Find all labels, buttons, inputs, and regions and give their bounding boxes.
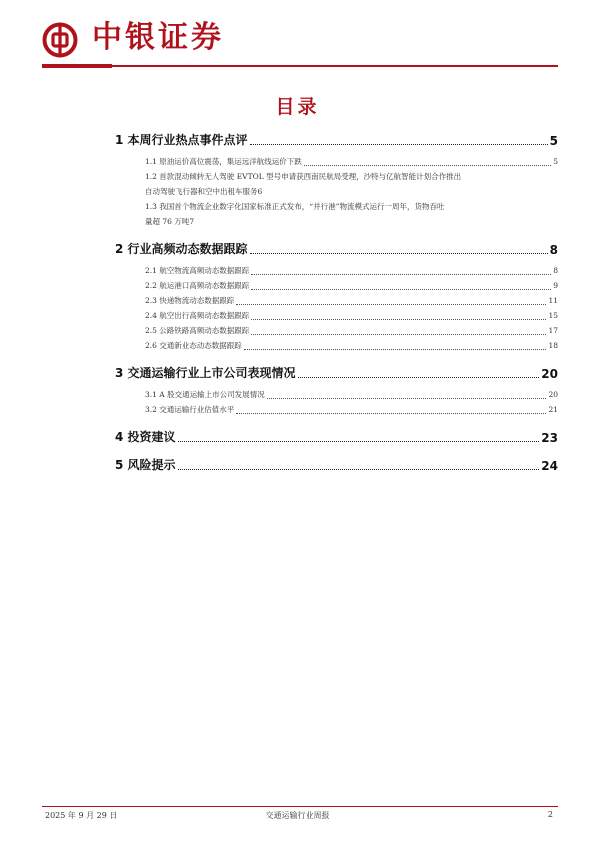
toc-entry-label: 1.3 我国首个物流企业数字化国家标准正式发布，“并行港”物流模式运行一周年，货物吞吐 [145,202,445,211]
toc-entry-label: 2 行业高频动态数据跟踪 [115,242,248,256]
table-of-contents [115,130,558,473]
toc-page-number: 8 [553,266,558,275]
toc-page-number: 15 [548,311,558,320]
toc-entry-label: 2.2 航运港口高频动态数据跟踪 [145,281,250,290]
toc-entry-label: 2.3 快递物流动态数据跟踪 [145,296,235,305]
bank-of-china-logo-icon [42,22,78,58]
dot-leader [236,303,546,305]
toc-page-number: 18 [548,341,558,350]
toc-entry-label: 3.1 A 股交通运输上市公司发展情况 [145,390,265,399]
toc-entry-label: 3.2 交通运输行业估值水平 [145,405,235,414]
toc-subsection-2-2[interactable] [115,278,558,293]
report-name: 交通运输行业周报 [265,811,330,820]
toc-entry-label: 2.4 航空出行高频动态数据跟踪 [145,311,250,320]
toc-subsection-1-2[interactable] [115,169,558,199]
toc-section-2[interactable] [115,239,558,257]
toc-entry-label: 1.2 首款混动倾转无人驾驶 EVTOL 型号申请获西南民航局受理，沙特与亿航智能计划合作推出 [145,172,462,181]
toc-page-number: 6 [257,187,263,196]
toc-subsection-3-2[interactable] [115,402,558,417]
dot-leader [236,412,546,414]
toc-entry-label: 2.6 交通新业态动态数据跟踪 [145,341,242,350]
dot-leader [178,468,540,470]
toc-entry-label: 1.1 原油运价高位震荡，集运远洋航线运价下跌 [145,157,302,166]
dot-leader [267,397,547,399]
toc-section-1[interactable] [115,130,558,148]
toc-subsection-1-3[interactable] [115,199,558,229]
toc-section-4[interactable] [115,427,558,445]
toc-subsection-2-4[interactable] [115,308,558,323]
dot-leader [298,376,540,378]
dot-leader [251,318,546,320]
report-date: 2025 年 9 月 29 日 [45,811,118,820]
toc-entry-label-continued: 自动驾驶飞行器和空中出租车服务 [145,187,258,196]
toc-subsection-1-1[interactable] [115,154,558,169]
toc-section-3[interactable] [115,363,558,381]
header-divider [42,64,558,68]
toc-subsection-2-6[interactable] [115,338,558,353]
toc-entry-label: 2.5 公路铁路高频动态数据跟踪 [145,326,250,335]
toc-entry-label: 3 交通运输行业上市公司表现情况 [115,366,296,380]
toc-section-5[interactable] [115,455,558,473]
toc-entry-label: 2.1 航空物流高频动态数据跟踪 [145,266,250,275]
toc-entry-label: 5 风险提示 [115,458,176,472]
toc-page-number: 20 [541,367,558,381]
toc-page-number: 17 [548,326,558,335]
toc-subsection-2-3[interactable] [115,293,558,308]
page-number: 2 [547,810,553,819]
dot-leader [251,288,551,290]
toc-page-number: 5 [553,157,558,166]
toc-page-number: 21 [548,405,558,414]
dot-leader [244,348,547,350]
toc-page-number: 9 [553,281,558,290]
brand-name: 中银证券 [92,20,224,55]
toc-page-number: 24 [541,459,558,473]
toc-page-number: 5 [549,134,558,148]
toc-subsection-2-1[interactable] [115,263,558,278]
dot-leader [251,273,551,275]
dot-leader [304,164,551,166]
dot-leader [250,143,548,145]
toc-subsection-2-5[interactable] [115,323,558,338]
dot-leader [251,333,546,335]
toc-page-number: 11 [548,296,558,305]
toc-page-number: 7 [189,217,195,226]
page-header [0,0,595,72]
toc-entry-label-continued: 量超 76 万吨 [145,217,190,226]
toc-page-number: 20 [548,390,558,399]
toc-page-number: 8 [549,243,558,257]
footer-divider [42,806,558,807]
toc-entry-label: 4 投资建议 [115,430,176,444]
toc-title: 目录 [275,96,320,118]
toc-entry-label: 1 本周行业热点事件点评 [115,133,248,147]
dot-leader [250,252,548,254]
toc-page-number: 23 [541,431,558,445]
dot-leader [178,440,540,442]
toc-subsection-3-1[interactable] [115,387,558,402]
